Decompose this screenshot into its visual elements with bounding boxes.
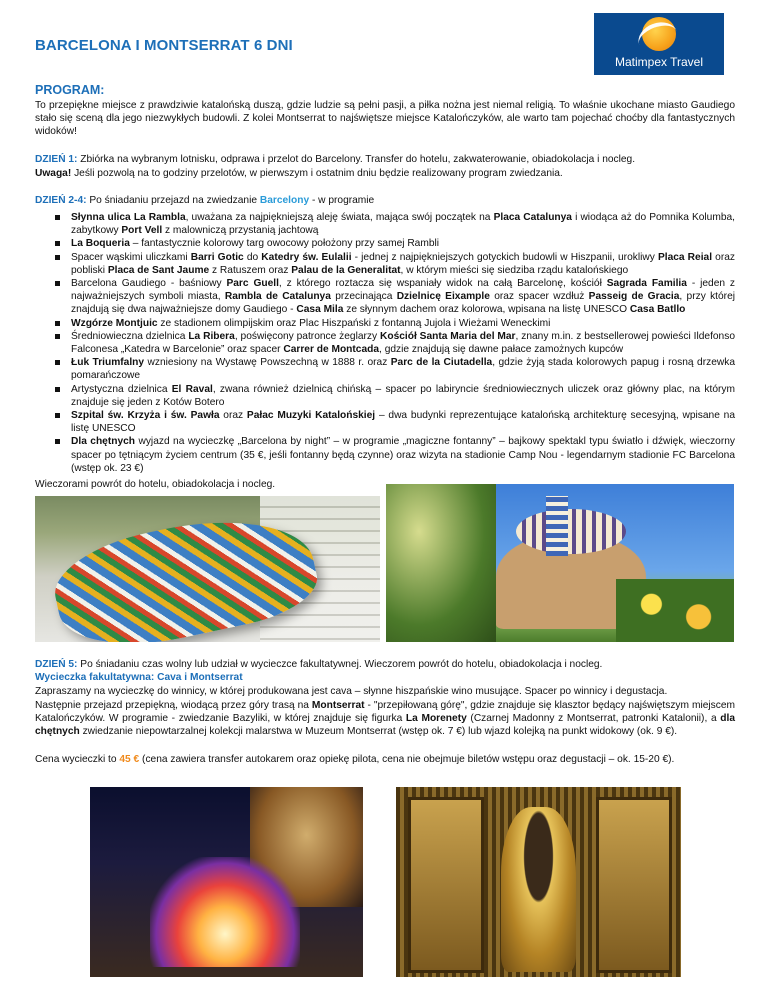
- list-item: [55, 435, 735, 475]
- price-after: (cena zawiera transfer autokarem oraz opiekę pilota, cena nie obejmuje biletów wstępu oraz degustacji – ok. 15-20 €).: [142, 754, 675, 765]
- list-item-text: Słynna ulica La Rambla, uważana za najpiękniejszą aleję świata, mająca swój początek na Placa Catalunya i wiodąca aż do Pomnika Kolumba, zabytkowy Port Vell z malowniczą przystanią jachtową: [71, 212, 735, 237]
- list-item: [55, 277, 735, 317]
- bullet-square-icon: [55, 387, 60, 392]
- bullet-square-icon: [55, 321, 60, 326]
- bullet-square-icon: [55, 413, 60, 418]
- bullet-square-icon: [55, 215, 60, 220]
- day1-paragraph: [35, 153, 735, 166]
- list-item-text: Łuk Triumfalny wzniesiony na Wystawę Powszechną w 1888 r. oraz Parc de la Ciutadella, gdzie żyją stada kolorowych papug i rosną drzewka pomarańczowe: [71, 357, 735, 382]
- swoosh-logo-icon: [634, 17, 682, 59]
- day5-label: DZIEŃ 5:: [35, 659, 78, 670]
- bullet-square-icon: [55, 255, 60, 260]
- program-heading: PROGRAM:: [35, 83, 105, 97]
- magic-fountain-photo: [90, 787, 363, 977]
- list-item: [55, 211, 735, 237]
- list-item: [55, 356, 735, 382]
- day1-label: DZIEŃ 1:: [35, 154, 78, 165]
- price-before: Cena wycieczki to: [35, 754, 117, 765]
- bullet-square-icon: [55, 439, 60, 444]
- day2-text-before: Po śniadaniu przejazd na zwiedzanie: [89, 195, 257, 206]
- excursion-p1: Zapraszamy na wycieczkę do winnicy, w której produkowana jest cava – słynne hiszpańskie wino musujące. Spacer po winnicy i degustacja.: [35, 686, 668, 697]
- park-guell-lizard-photo: [35, 496, 380, 642]
- day2-text-after: - w programie: [311, 195, 375, 206]
- list-item: [55, 237, 735, 250]
- excursion-p2: Następnie przejazd przepiękną, wiodącą przez góry trasą na Montserrat - "przepiłowaną górę", gdzie znajduje się klasztor będący najświętszym miejscem Katalończyków. W programie - zwiedzanie Bazyliki, w której znajduje się figurka La Morenety (Czarnej Madonny z Montserrat, patronki Katalonii), a dla chętnych zwiedzanie niepowtarzalnej kolekcji malarstwa w Muzeum Montserrat (wstęp ok. 7 €) lub wjazd kolejką na punkt widokowy (ok. 9 €).: [35, 700, 735, 738]
- logo-text: Matimpex Travel: [614, 55, 704, 69]
- list-item-text: La Boqueria – fantastycznie kolorowy targ owocowy położony przy samej Rambli: [71, 238, 440, 250]
- list-item: [55, 330, 735, 356]
- black-madonna-photo: [396, 787, 681, 977]
- day1-note: [35, 167, 735, 180]
- company-logo: [594, 13, 724, 75]
- day2-closing: Wieczorami powrót do hotelu, obiadokolacja i nocleg.: [35, 479, 276, 490]
- list-item: [55, 383, 735, 409]
- list-item-text: Dla chętnych wyjazd na wycieczkę „Barcelona by night” – w programie „magiczne fontanny” – bajkowy spektakl typu światło i dźwięk, wieczorny spacer po tętniącym życiem centrum (35 €, jeśli fontanny będą czynne) oraz wizyta na stadionie Camp Nou - legendarnym stadionie FC Barcelona (wstęp ok. 23 €): [71, 436, 735, 474]
- park-guell-house-photo: [386, 484, 734, 642]
- list-item-text: Artystyczna dzielnica El Raval, zwana również dzielnicą chińską – spacer po labiryncie średniowiecznych uliczek oraz główny plac, na którym znajduje się jeden z Kotów Botero: [71, 383, 735, 408]
- list-item: [55, 251, 735, 277]
- day5-paragraph: [35, 658, 735, 671]
- page-title: BARCELONA I MONTSERRAT 6 DNI: [35, 37, 293, 54]
- list-item-text: Szpital św. Krzyża i św. Pawła oraz Pałac Muzyki Katalońskiej – dwa budynki reprezentujące katalońską architekturę secesyjną, wpisane na listę UNESCO: [71, 410, 736, 435]
- list-item-text: Średniowieczna dzielnica La Ribera, poświęcony patronce żeglarzy Kościół Santa Maria del Mar, znany m.in. z bestsellerowej powieści Ildefonso Falconesa „Katedra w Barcelonie” oraz spacer Carrer de Montcada, gdzie znajdują się dawne pałace zamożnych kupców: [71, 330, 735, 356]
- day2-label: DZIEŃ 2-4:: [35, 195, 87, 206]
- day2-city: Barcelony: [259, 195, 310, 206]
- list-item-text: Wzgórze Montjuic ze stadionem olimpijskim oraz Plac Hiszpański z fontanną Jujola i Wieżami Weneckimi: [71, 317, 551, 329]
- excursion-title: Wycieczka fakultatywna: Cava i Montserrat: [35, 672, 243, 683]
- bullet-square-icon: [55, 281, 60, 286]
- price-paragraph: [35, 753, 735, 766]
- list-item-text: Barcelona Gaudiego - baśniowy Parc Guell, z którego roztacza się wspaniały widok na całą Barcelonę, kościół Sagrada Familia - jeden z najważniejszych symboli miasta, Rambla de Catalunya przecinająca Dzielnicę Eixample oraz spacer wzdłuż Passeig de Gracia, przy której znajdują się dwa najważniejsze domy Gaudiego - Casa Mila ze słynnym dachem oraz kolorowa, wpisana na listę UNESCO Casa Batllo: [71, 278, 736, 316]
- note-label: Uwaga!: [35, 168, 72, 179]
- day2-paragraph: [35, 194, 735, 207]
- list-item: [55, 317, 735, 330]
- intro-paragraph: To przepiękne miejsce z prawdziwie katalońską duszą, gdzie ludzie są pełni pasji, a piłka nożna jest niemal religią. To właśnie ukochane miasto Gaudiego stało się sceną dla jego niezwykłych budowli. Z kolei Montserrat to najświętsze miejsce Katalończyków, ale warto tam pojechać choćby dla fantastycznych widoków!: [35, 100, 735, 138]
- price-value: 45 €: [119, 754, 140, 765]
- day5-text: Po śniadaniu czas wolny lub udział w wycieczce fakultatywnej. Wieczorem powrót do hotelu, obiadokolacja i nocleg.: [80, 659, 603, 670]
- note-text: Jeśli pozwolą na to godziny przelotów, w pierwszym i ostatnim dniu będzie realizowany program zwiedzania.: [74, 168, 563, 179]
- bullet-square-icon: [55, 334, 60, 339]
- bullet-square-icon: [55, 360, 60, 365]
- day1-text: Zbiórka na wybranym lotnisku, odprawa i przelot do Barcelony. Transfer do hotelu, zakwaterowanie, obiadokolacja i nocleg.: [80, 154, 636, 165]
- list-item-text: Spacer wąskimi uliczkami Barri Gotic do Katedry św. Eulalii - jednej z najpiękniejszych gotyckich budowli w Hiszpanii, urokliwy Placa Reial oraz pobliski Placa de Sant Jaume z Ratuszem oraz Palau de la Generalitat, w którym mieści się siedziba rządu katalońskiego: [71, 251, 735, 276]
- bullet-square-icon: [55, 241, 60, 246]
- sightseeing-list: [55, 211, 735, 475]
- list-item: [55, 409, 735, 435]
